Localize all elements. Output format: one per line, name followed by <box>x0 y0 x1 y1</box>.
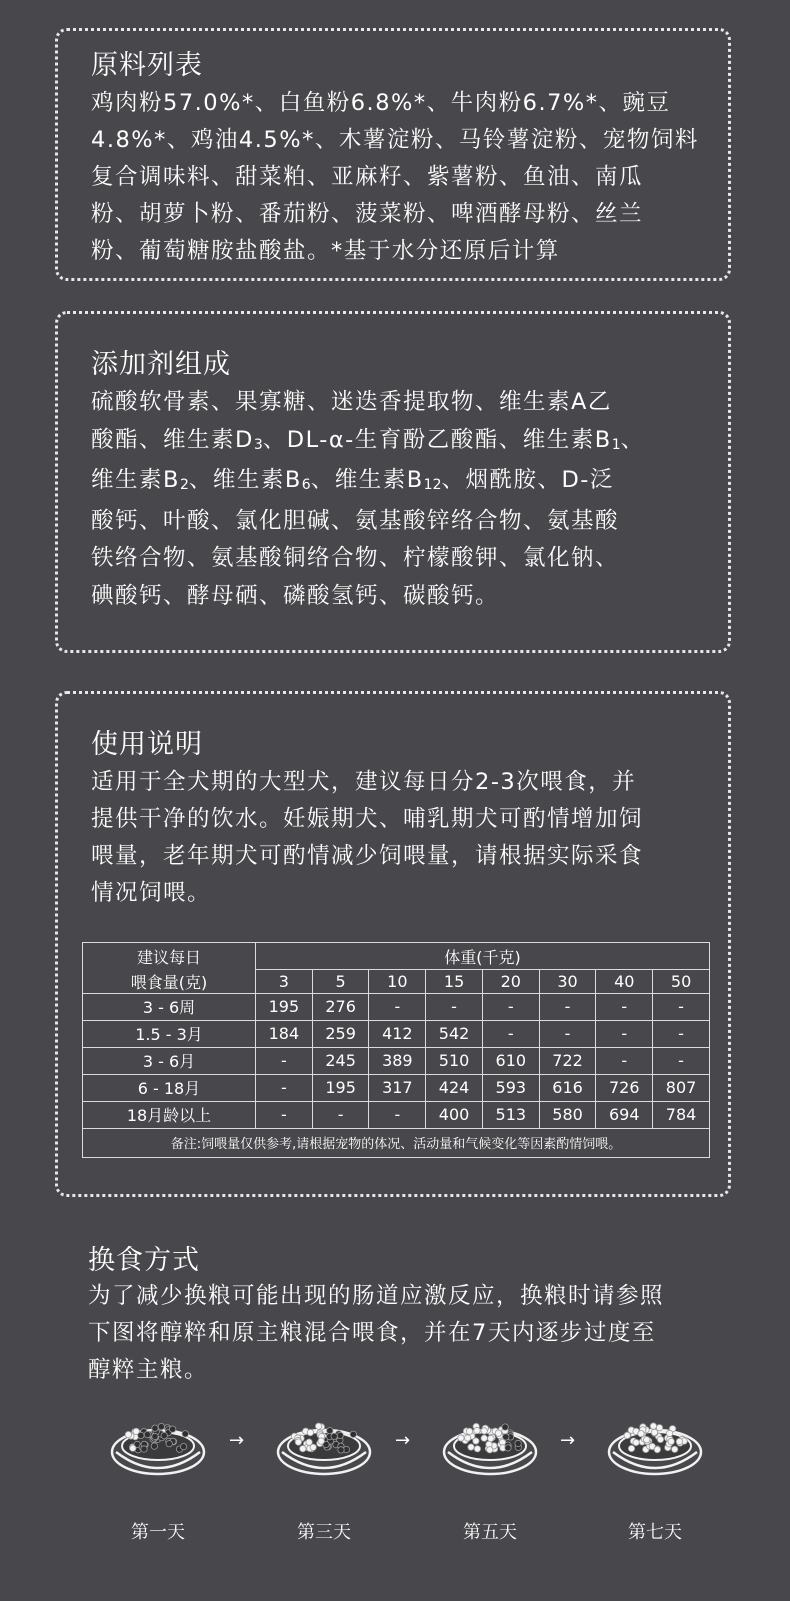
amount-cell: - <box>369 1101 426 1128</box>
food-bowl-icon <box>605 1400 705 1480</box>
transition-diagram <box>0 1400 790 1560</box>
arrow-right-icon: → <box>229 1430 245 1451</box>
weight-col: 20 <box>482 970 539 994</box>
amount-cell: - <box>256 1047 313 1074</box>
age-cell: 18月龄以上 <box>83 1101 256 1128</box>
age-cell: 3 - 6周 <box>83 993 256 1020</box>
day-label: 第三天 <box>297 1522 351 1543</box>
food-bowl-icon <box>108 1400 208 1480</box>
ingredients-line: 鸡肉粉57.0%*、白鱼粉6.8%*、牛肉粉6.7%*、豌豆 <box>91 90 671 116</box>
table-row <box>83 1047 710 1074</box>
amount-cell: 784 <box>653 1101 710 1128</box>
day-label: 第七天 <box>628 1522 682 1543</box>
weight-col: 40 <box>596 970 653 994</box>
ingredients-line: 4.8%*、鸡油4.5%*、木薯淀粉、马铃薯淀粉、宠物饲料 <box>91 127 699 153</box>
arrow-right-icon: → <box>395 1430 411 1451</box>
usage-title: 使用说明 <box>91 729 203 760</box>
table-note: 备注:饲喂量仅供参考,请根据宠物的体况、活动量和气候变化等因素酌情饲喂。 <box>83 1128 710 1157</box>
ingredients-panel <box>55 28 731 281</box>
amount-cell: 184 <box>256 1020 313 1047</box>
transition-title: 换食方式 <box>88 1245 200 1276</box>
usage-line: 适用于全犬期的大型犬，建议每日分2-3次喂食，并 <box>91 769 637 795</box>
day-label: 第一天 <box>131 1522 185 1543</box>
amount-cell: 616 <box>539 1074 596 1101</box>
additives-text <box>91 384 706 615</box>
amount-cell: 510 <box>426 1047 483 1074</box>
amount-cell: 722 <box>539 1047 596 1074</box>
weight-col: 30 <box>539 970 596 994</box>
amount-cell: 694 <box>596 1101 653 1128</box>
transition-line: 为了减少换粮可能出现的肠道应激反应，换粮时请参照 <box>88 1283 665 1309</box>
usage-line: 情况饲喂。 <box>91 880 212 906</box>
age-cell: 1.5 - 3月 <box>83 1020 256 1047</box>
amount-cell: - <box>596 1020 653 1047</box>
amount-cell: - <box>539 993 596 1020</box>
ingredients-line: 粉、葡萄糖胺盐酸盐。*基于水分还原后计算 <box>91 238 560 264</box>
table-row <box>83 1101 710 1128</box>
amount-cell: 424 <box>426 1074 483 1101</box>
amount-cell: - <box>256 1101 313 1128</box>
table-row <box>83 993 710 1020</box>
amount-cell: - <box>596 1047 653 1074</box>
weight-col: 50 <box>653 970 710 994</box>
weight-col: 5 <box>312 970 369 994</box>
usage-panel <box>55 691 731 1197</box>
transition-line: 下图将醇粹和原主粮混合喂食，并在7天内逐步过度至 <box>88 1320 656 1346</box>
amount-cell: - <box>653 1047 710 1074</box>
weight-col: 3 <box>256 970 313 994</box>
usage-line: 提供干净的饮水。妊娠期犬、哺乳期犬可酌情增加饲 <box>91 806 644 832</box>
amount-cell: - <box>482 993 539 1020</box>
ingredients-title: 原料列表 <box>91 50 203 81</box>
amount-cell: 593 <box>482 1074 539 1101</box>
amount-cell: 807 <box>653 1074 710 1101</box>
food-bowl-icon <box>440 1400 540 1480</box>
amount-cell: - <box>539 1020 596 1047</box>
age-cell: 3 - 6月 <box>83 1047 256 1074</box>
amount-cell: 389 <box>369 1047 426 1074</box>
additives-line: 维生素$B_2$、维生素$B_6$、维生素$B_{12}$、烟酰胺、D-泛 <box>91 467 614 493</box>
amount-cell: - <box>653 993 710 1020</box>
amount-cell: 610 <box>482 1047 539 1074</box>
additives-line: 酸钙、叶酸、氯化胆碱、氨基酸锌络合物、氨基酸 <box>91 507 620 534</box>
usage-text <box>91 764 706 912</box>
additives-panel <box>55 311 731 653</box>
transition-text <box>88 1278 718 1389</box>
usage-line: 喂量，老年期犬可酌情减少饲喂量，请根据实际采食 <box>91 843 644 869</box>
additives-line: 铁络合物、氨基酸铜络合物、柠檬酸钾、氯化钠、 <box>91 545 620 571</box>
amount-cell: - <box>653 1020 710 1047</box>
amount-cell: 245 <box>312 1047 369 1074</box>
amount-cell: 726 <box>596 1074 653 1101</box>
age-cell: 6 - 18月 <box>83 1074 256 1101</box>
amount-cell: 259 <box>312 1020 369 1047</box>
table-row <box>83 1074 710 1101</box>
additives-line: 碘酸钙、酵母硒、磷酸氢钙、碳酸钙。 <box>91 582 500 609</box>
amount-cell: - <box>426 993 483 1020</box>
amount-cell: - <box>596 993 653 1020</box>
transition-line: 醇粹主粮。 <box>88 1357 209 1383</box>
amount-cell: 580 <box>539 1101 596 1128</box>
amount-cell: - <box>256 1074 313 1101</box>
ingredients-text <box>91 85 706 270</box>
amount-cell: 412 <box>369 1020 426 1047</box>
table-corner-line1: 建议每日 <box>83 943 256 970</box>
weight-header: 体重(千克) <box>256 943 710 970</box>
ingredients-line: 复合调味料、甜菜粕、亚麻籽、紫薯粉、鱼油、南瓜 <box>91 164 644 190</box>
table-corner-line2: 喂食量(克) <box>83 970 256 994</box>
table-row <box>83 1020 710 1047</box>
amount-cell: 276 <box>312 993 369 1020</box>
amount-cell: 400 <box>426 1101 483 1128</box>
day-label: 第五天 <box>463 1522 517 1543</box>
weight-col: 10 <box>369 970 426 994</box>
food-bowl-icon <box>274 1400 374 1480</box>
ingredients-line: 粉、胡萝卜粉、番茄粉、菠菜粉、啤酒酵母粉、丝兰 <box>91 201 644 227</box>
amount-cell: - <box>369 993 426 1020</box>
amount-cell: - <box>482 1020 539 1047</box>
amount-cell: 317 <box>369 1074 426 1101</box>
amount-cell: 513 <box>482 1101 539 1128</box>
additives-title: 添加剂组成 <box>91 349 231 380</box>
feeding-table <box>82 942 710 1158</box>
amount-cell: 195 <box>312 1074 369 1101</box>
amount-cell: 542 <box>426 1020 483 1047</box>
additives-line: 硫酸软骨素、果寡糖、迷迭香提取物、维生素A乙 <box>91 389 612 415</box>
arrow-right-icon: → <box>560 1430 576 1451</box>
amount-cell: - <box>312 1101 369 1128</box>
additives-line: 酸酯、维生素$D_3$、DL-α-生育酚乙酸酯、维生素$B_1$、 <box>91 426 645 453</box>
weight-col: 15 <box>426 970 483 994</box>
amount-cell: 195 <box>256 993 313 1020</box>
